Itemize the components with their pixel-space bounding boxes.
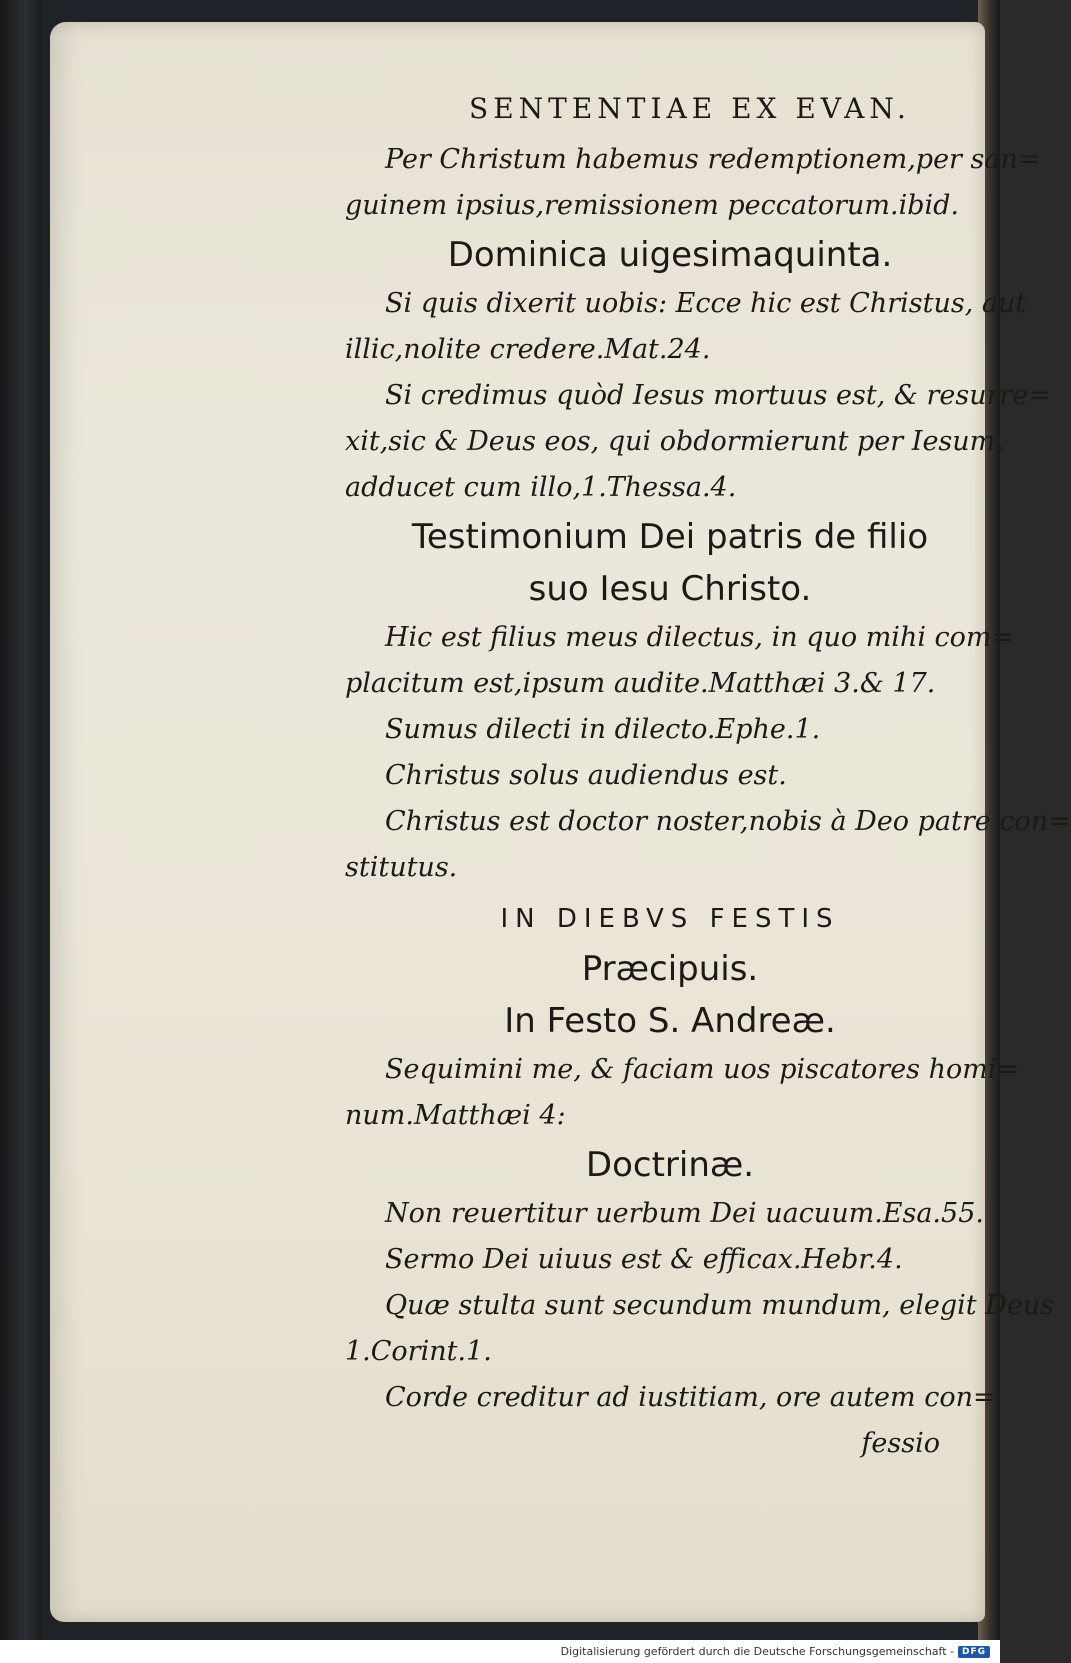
- digitization-footer: [0, 1640, 1000, 1663]
- text-line: Hic est filius meus dilectus, in quo mihi com=: [385, 622, 1015, 653]
- text-lines: [345, 137, 1071, 1467]
- text-line: Per Christum habemus redemptionem,per san=: [385, 144, 1041, 175]
- section-title: suo Iesu Christo.: [528, 569, 812, 609]
- section-title: Testimonium Dei patris de filio: [411, 517, 929, 557]
- section-title: Doctrinæ.: [585, 1145, 755, 1185]
- section-title: In Festo S. Andreæ.: [504, 1001, 836, 1041]
- book-page: [50, 22, 1071, 1622]
- text-line: Christus est doctor noster,nobis à Deo patre con=: [385, 806, 1071, 837]
- page-text: [345, 92, 1071, 1467]
- running-header: SENTENTIAE EX EVAN.: [469, 92, 911, 125]
- text-line: Corde creditur ad iustitiam, ore autem con=: [385, 1382, 996, 1413]
- text-line: xit,sic & Deus eos, qui obdormierunt per Iesum,: [345, 426, 1004, 457]
- section-title: Dominica uigesimaquinta.: [447, 235, 893, 275]
- text-line: 1.Corint.1.: [345, 1336, 492, 1367]
- text-line: Sumus dilecti in dilecto.Ephe.1.: [385, 714, 821, 745]
- text-line: Quæ stulta sunt secundum mundum, elegit Deus: [385, 1290, 1055, 1321]
- text-line: illic,nolite credere.Mat.24.: [345, 334, 711, 365]
- text-line: placitum est,ipsum audite.Matthæi 3.& 17.: [345, 668, 936, 699]
- text-line: Christus solus audiendus est.: [385, 760, 787, 791]
- section-caps-title: IN DIEBVS FESTIS: [500, 904, 840, 934]
- text-line: Si credimus quòd Iesus mortuus est, & resurre=: [385, 380, 1052, 411]
- catchword: fessio: [861, 1428, 940, 1459]
- text-line: num.Matthæi 4:: [345, 1100, 566, 1131]
- text-line: Non reuertitur uerbum Dei uacuum.Esa.55.: [385, 1198, 984, 1229]
- footer-text: Digitalisierung gefördert durch die Deutsche Forschungsgemeinschaft -: [560, 1645, 954, 1658]
- text-line: Si quis dixerit uobis: Ecce hic est Christus, aut: [385, 288, 1027, 319]
- text-line: Sequimini me, & faciam uos piscatores homi=: [385, 1054, 1020, 1085]
- section-title: Præcipuis.: [581, 949, 759, 989]
- book-binding: [0, 0, 42, 1640]
- dfg-logo: DFG: [958, 1646, 990, 1658]
- text-line: Sermo Dei uiuus est & efficax.Hebr.4.: [385, 1244, 903, 1275]
- text-line: stitutus.: [345, 852, 458, 883]
- text-line: adducet cum illo,1.Thessa.4.: [345, 472, 737, 503]
- text-line: guinem ipsius,remissionem peccatorum.ibid.: [345, 190, 959, 221]
